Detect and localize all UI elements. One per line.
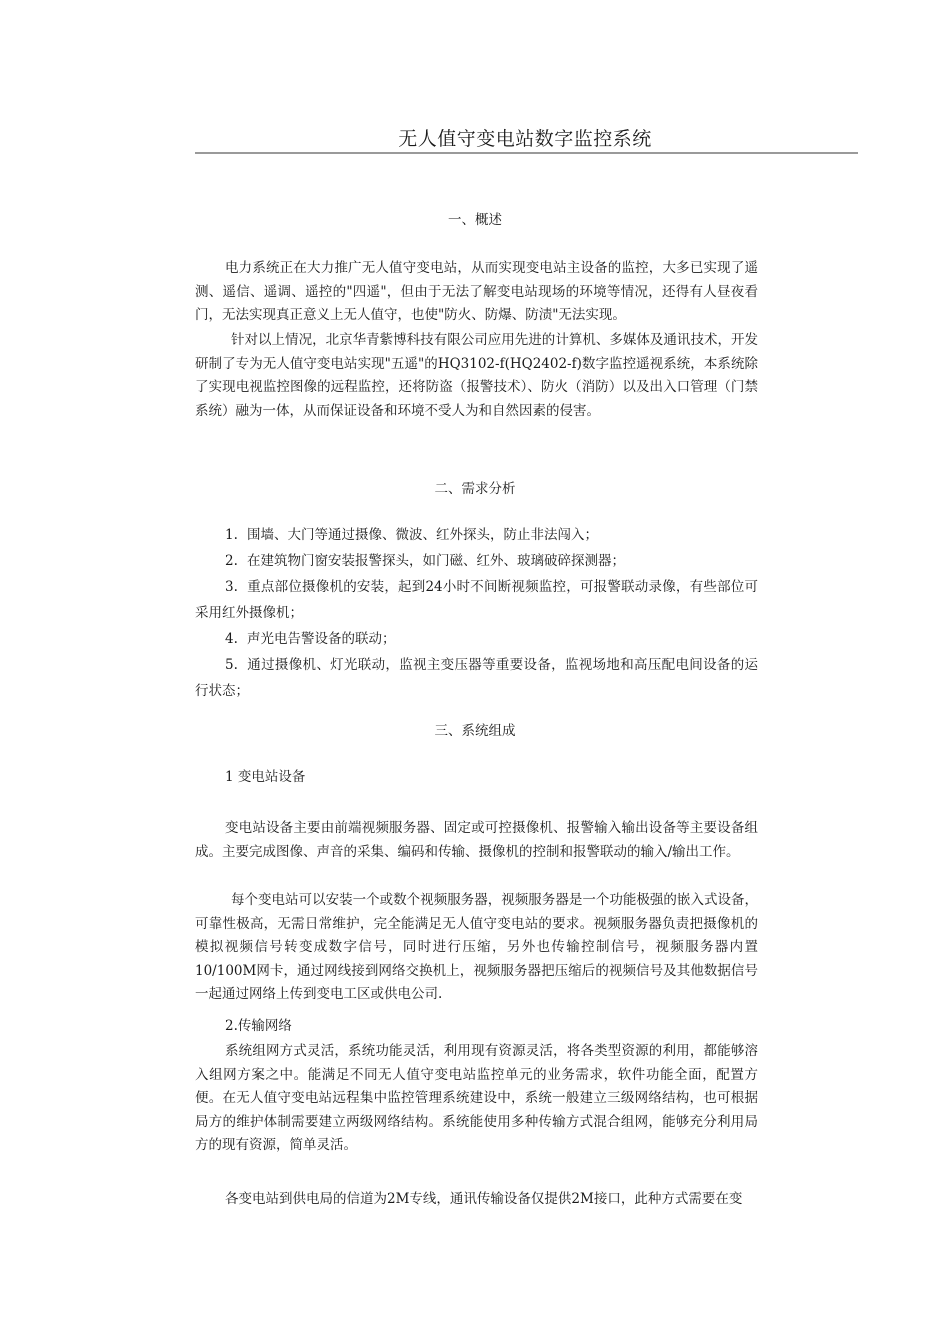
list-item-text: 通过摄像机、灯光联动，监视主变压器等重要设备，监视场地和高压配电间设备的运行状态； bbox=[195, 657, 758, 699]
list-item bbox=[195, 652, 758, 704]
list-item-number: 5. bbox=[225, 657, 238, 673]
subsection-heading-substation: 1 变电站设备 bbox=[225, 769, 306, 785]
list-item-number: 3. bbox=[225, 579, 238, 595]
title-divider bbox=[195, 152, 858, 154]
document-title: 无人值守变电站数字监控系统 bbox=[398, 128, 652, 150]
network-paragraph-1: 系统组网方式灵活，系统功能灵活，利用现有资源灵活，将各类型资源的利用，都能够溶入组网方案之中。能满足不同无人值守变电站监控单元的业务需求，软件功能全面，配置方便。在无人值守变电站远程集中监控管理系统建设中，系统一般建立三级网络结构，也可根据局方的维护体制需要建立两级网络结构。系统能使用多种传输方式混合组网，能够充分利用局方的现有资源，简单灵活。 bbox=[195, 1043, 758, 1153]
list-item bbox=[195, 626, 758, 652]
list-item-number: 1. bbox=[225, 527, 238, 543]
overview-paragraph-1: 电力系统正在大力推广无人值守变电站，从而实现变电站主设备的监控，大多已实现了遥测、遥信、遥调、遥控的"四遥"，但由于无法了解变电站现场的环境等情况，还得有人昼夜看门，无法实现真正意义上无人值守，也使"防火、防爆、防渍"无法实现。 bbox=[195, 260, 758, 323]
requirements-list bbox=[195, 522, 758, 704]
list-item-text: 重点部位摄像机的安装，起到24小时不间断视频监控，可报警联动录像，有些部位可采用红外摄像机； bbox=[195, 579, 758, 621]
list-item bbox=[195, 574, 758, 626]
network-paragraph-2: 各变电站到供电局的信道为2M专线，通讯传输设备仅提供2M接口，此种方式需要在变 bbox=[225, 1191, 743, 1207]
list-item bbox=[195, 522, 758, 548]
substation-paragraph-2: 每个变电站可以安装一个或数个视频服务器，视频服务器是一个功能极强的嵌入式设备，可靠性极高，无需日常维护，完全能满足无人值守变电站的要求。视频服务器负责把摄像机的模拟视频信号转变成数字信号，同时进行压缩，另外也传输控制信号，视频服务器内置10/100M网卡，通过网线接到网络交换机上，视频服务器把压缩后的视频信号及其他数据信号一起通过网络上传到变电工区或供电公司. bbox=[195, 892, 758, 1002]
section-heading-overview: 一、概述 bbox=[448, 212, 502, 228]
section-heading-composition: 三、系统组成 bbox=[434, 723, 516, 739]
overview-paragraph-2: 针对以上情况，北京华青紫博科技有限公司应用先进的计算机、多媒体及通讯技术，开发研制了专为无人值守变电站实现"五遥"的HQ3102-f(HQ2402-f)数字监控遥视系统，本系统除了实现电视监控图像的远程监控，还将防盗（报警技术）、防火（消防）以及出入口管理（门禁系统）融为一体，从而保证设备和环境不受人为和自然因素的侵害。 bbox=[195, 332, 758, 419]
section-heading-requirements: 二、需求分析 bbox=[434, 481, 516, 497]
list-item-text: 在建筑物门窗安装报警探头，如门磁、红外、玻璃破碎探测器； bbox=[247, 553, 625, 569]
substation-paragraph-1: 变电站设备主要由前端视频服务器、固定或可控摄像机、报警输入输出设备等主要设备组成。主要完成图像、声音的采集、编码和传输、摄像机的控制和报警联动的输入/输出工作。 bbox=[195, 820, 758, 860]
list-item bbox=[195, 548, 758, 574]
list-item-text: 声光电告警设备的联动； bbox=[247, 631, 396, 647]
list-item-number: 2. bbox=[225, 553, 238, 569]
list-item-number: 4. bbox=[225, 631, 238, 647]
subsection-heading-network: 2.传输网络 bbox=[225, 1018, 292, 1034]
list-item-text: 围墙、大门等通过摄像、微波、红外探头，防止非法闯入； bbox=[247, 527, 598, 543]
